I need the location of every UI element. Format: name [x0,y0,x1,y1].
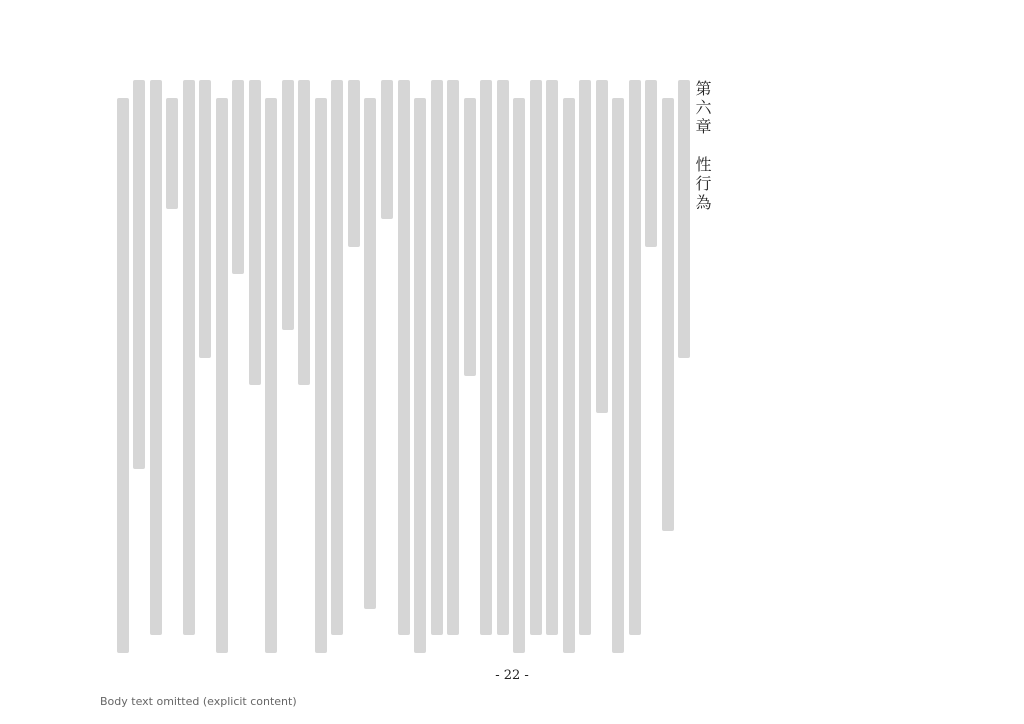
body-text-line-placeholder [480,80,492,635]
body-text-line-placeholder [546,80,558,635]
document-page [100,80,710,650]
body-text-line-placeholder [563,98,575,653]
body-text-line-placeholder [364,98,376,609]
body-omitted-note: Body text omitted (explicit content) [100,695,297,708]
body-text-line-placeholder [662,98,674,531]
body-text-line-placeholder [265,98,277,653]
page-number: - 22 - [495,668,529,683]
body-text-line-placeholder [249,80,261,385]
body-text-line-placeholder [431,80,443,635]
body-text-line-placeholder [298,80,310,385]
body-text-line-placeholder [315,98,327,653]
body-text-line-placeholder [497,80,509,635]
body-text-line-placeholder [331,80,343,635]
body-text-line-placeholder [133,80,145,469]
body-text-line-placeholder [381,80,393,219]
body-text-line-placeholder [530,80,542,635]
body-text-line-placeholder [166,98,178,209]
body-text-line-placeholder [199,80,211,358]
body-text-line-placeholder [513,98,525,653]
body-text-line-placeholder [183,80,195,635]
body-text-line-placeholder [464,98,476,376]
body-text-line-placeholder [612,98,624,653]
body-text-line-placeholder [447,80,459,635]
body-text-line-placeholder [596,80,608,413]
body-text-line-placeholder [282,80,294,330]
body-text-line-placeholder [398,80,410,635]
chapter-title: 第六章 性行為 [693,80,712,213]
body-text-line-placeholder [414,98,426,653]
body-text-line-placeholder [232,80,244,274]
body-text-line-placeholder [579,80,591,635]
body-text-line-placeholder [117,98,129,653]
body-text-line-placeholder [348,80,360,247]
body-text-line-placeholder [629,80,641,635]
body-text-line-placeholder [150,80,162,635]
body-text-line-placeholder [216,98,228,653]
body-text-line-placeholder [645,80,657,247]
body-text-line-placeholder [678,80,690,358]
